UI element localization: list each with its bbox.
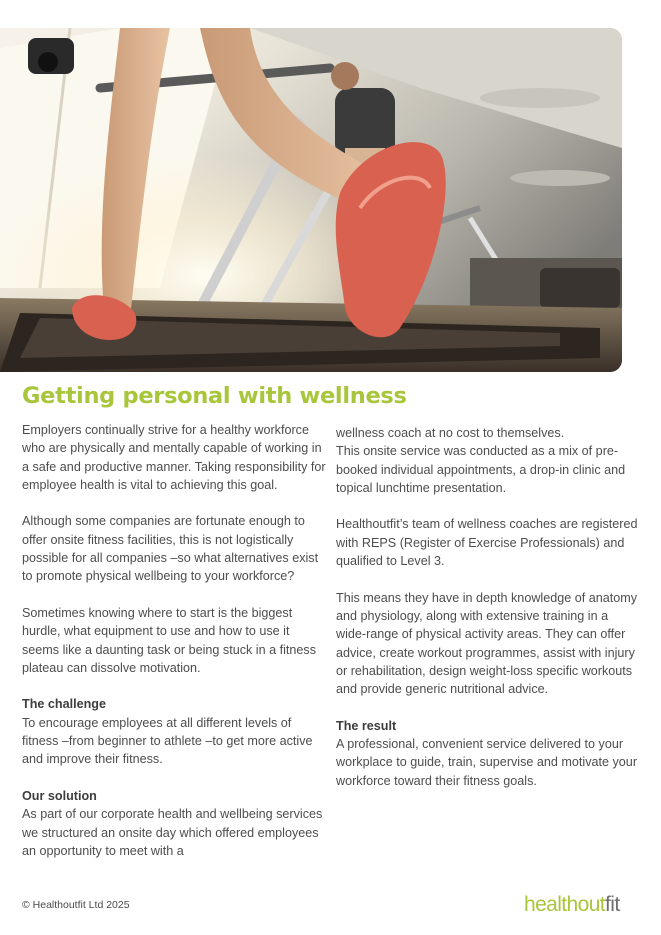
solution-heading: Our solution: [22, 788, 97, 803]
solution-continued-line: wellness coach at no cost to themselves.: [336, 426, 565, 440]
service-paragraph: This onsite service was conducted as a mix of pre-booked individual appointments, a drop-in clinic and topical lunchtime presentation.: [336, 444, 626, 495]
faint-watermark: [500, 831, 590, 841]
motivation-paragraph: Sometimes knowing where to start is the biggest hurdle, what equipment to use and how to use it seems like a daunting task or being stuck in a fitness plateau can dissolve motivation.: [22, 605, 317, 675]
right-column: [336, 424, 640, 790]
logo-healthout: healthout: [524, 893, 606, 916]
left-column: [22, 421, 327, 860]
healthoutfit-logo: [524, 893, 620, 917]
solution-text: As part of our corporate health and wellbeing services we structured an onsite day which offered employees an opportunity to meet with a: [22, 807, 323, 858]
page-title: Getting personal with wellness: [22, 383, 407, 409]
logo-fit: fit: [605, 893, 620, 916]
hero-image: [0, 28, 622, 372]
challenge-text: To encourage employees at all different levels of fitness –from beginner to athlete –to get more active and improve their fitness.: [22, 715, 313, 767]
knowledge-paragraph: This means they have in depth knowledge of anatomy and physiology, along with extensive training in a wide-range of physical activity areas. They can offer advice, create workout programmes, assist with injury or rehabilitation, design weight-loss specific workouts and provide generic nutritional advice.: [336, 590, 638, 697]
onsite-paragraph: Although some companies are fortunate enough to offer onsite fitness facilities, this is not logistically possible for all companies –so what alternatives exist to promote physical wellbeing to your workforce?: [22, 514, 319, 584]
challenge-heading: The challenge: [22, 697, 106, 712]
coaches-paragraph: Healthoutfit’s team of wellness coaches are registered with REPS (Register of Exercise Professionals) and qualified to Level 3.: [336, 517, 638, 569]
result-text: A professional, convenient service delivered to your workplace to guide, train, supervise and motivate your workforce toward their fitness goals.: [336, 737, 638, 788]
result-heading: The result: [336, 718, 397, 733]
treadmill-photo: [0, 28, 622, 372]
copyright: © Healthoutfit Ltd 2025: [22, 899, 130, 911]
intro-paragraph: Employers continually strive for a healthy workforce who are physically and mentally capable of working in a safe and productive manner. Taking responsibility for employee health is vital to achieving this goal.: [22, 423, 326, 492]
